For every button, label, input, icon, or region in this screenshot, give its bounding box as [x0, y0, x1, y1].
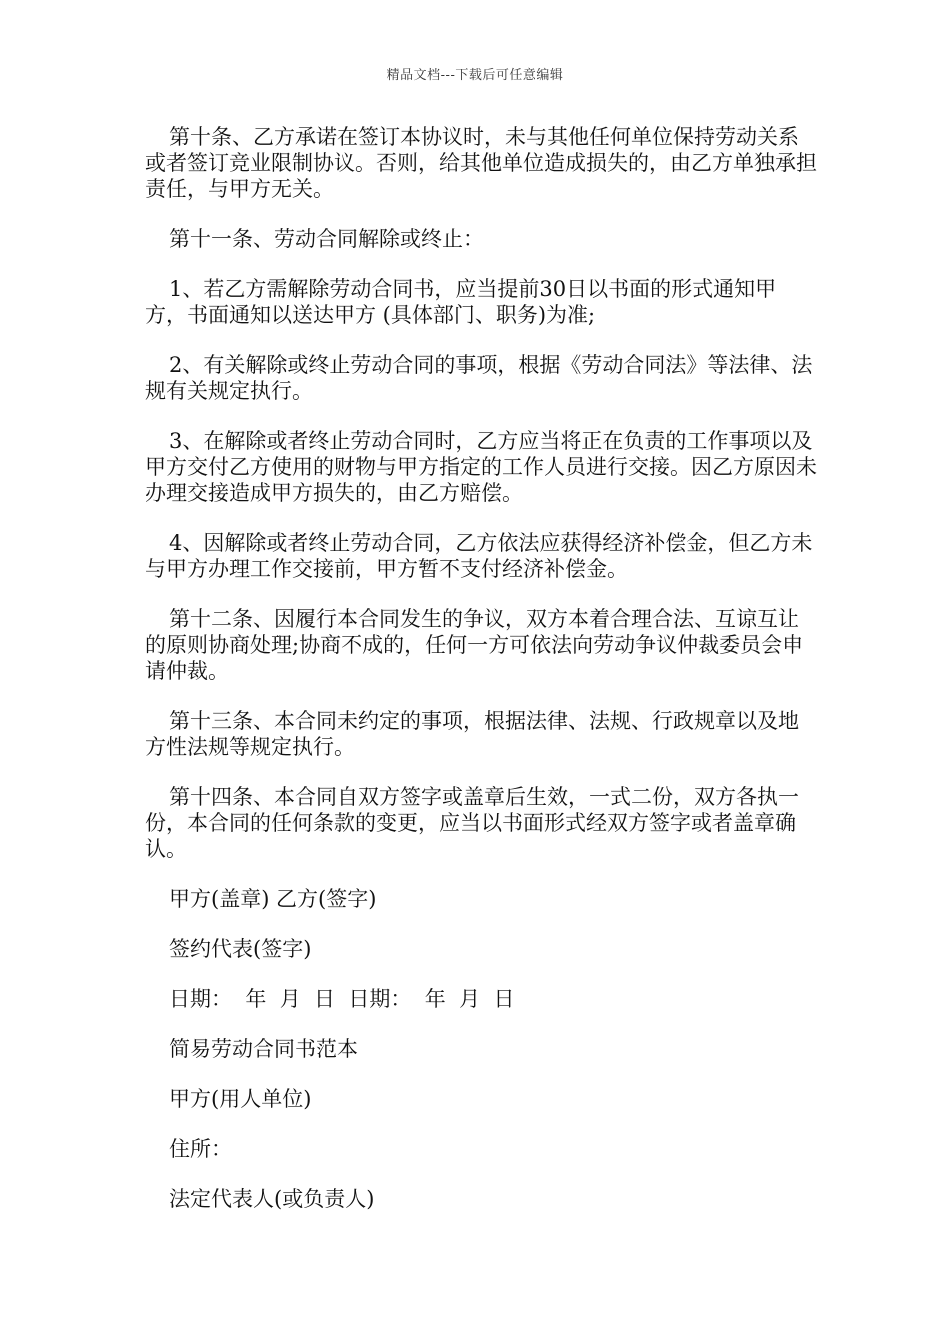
- clause-11-item-2: 2、有关解除或终止劳动合同的事项，根据《劳动合同法》等法律、法规有关规定执行。: [145, 353, 813, 403]
- signature-parties: 甲方(盖章) 乙方(签字): [169, 887, 377, 911]
- legal-representative-label: 法定代表人(或负责人): [169, 1187, 375, 1211]
- page-header: 精品文档---下载后可任意编辑: [386, 68, 564, 83]
- template-title: 简易劳动合同书范本: [169, 1037, 358, 1061]
- clause-10: 第十条、乙方承诺在签订本协议时，未与其他任何单位保持劳动关系或者签订竞业限制协议。否则，给其他单位造成损失的，由乙方单独承担责任，与甲方无关。: [145, 125, 817, 201]
- clause-11-item-4: 4、因解除或者终止劳动合同，乙方依法应获得经济补偿金，但乙方未与甲方办理工作交接前，甲方暂不支付经济补偿金。: [145, 531, 813, 581]
- clause-14: 第十四条、本合同自双方签字或盖章后生效，一式二份，双方各执一份，本合同的任何条款的变更，应当以书面形式经双方签字或者盖章确认。: [145, 785, 799, 861]
- clause-12: 第十二条、因履行本合同发生的争议，双方本着合理合法、互谅互让的原则协商处理;协商不成的，任何一方可依法向劳动争议仲裁委员会申请仲裁。: [145, 607, 804, 683]
- employer-label: 甲方(用人单位): [169, 1087, 312, 1111]
- clause-11-item-3: 3、在解除或者终止劳动合同时，乙方应当将正在负责的工作事项以及甲方交付乙方使用的财物与甲方指定的工作人员进行交接。因乙方原因未办理交接造成甲方损失的，由乙方赔偿。: [145, 429, 817, 505]
- address-label: 住所：: [169, 1137, 232, 1161]
- signature-representative: 签约代表(签字): [169, 937, 312, 961]
- document-body: [145, 124, 817, 1236]
- clause-13: 第十三条、本合同未约定的事项，根据法律、法规、行政规章以及地方性法规等规定执行。: [145, 709, 799, 759]
- signature-dates: 日期： 年 月 日 日期： 年 月 日: [169, 987, 515, 1011]
- clause-11-item-1: 1、若乙方需解除劳动合同书，应当提前30日以书面的形式通知甲方，书面通知以送达甲方 (具体部门、职务)为准;: [145, 277, 777, 327]
- clause-11-heading: 第十一条、劳动合同解除或终止：: [169, 227, 484, 251]
